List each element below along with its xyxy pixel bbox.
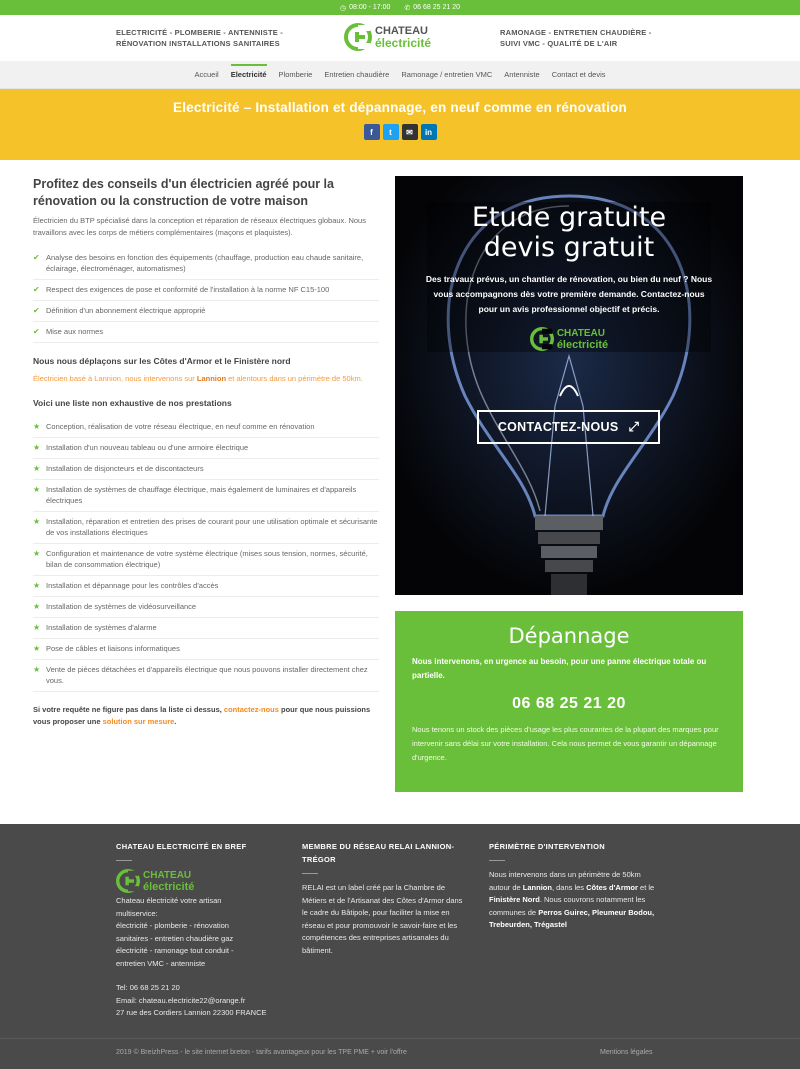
list-item [33, 618, 379, 639]
footer-relai-text: RELAI est un label créé par la Chambre de Métiers et de l'Artisanat des Côtes d'Armor dans le cadre du Bâtipole, pour faciliter la mise en réseau et pour promouvoir le savoir-faire et les compétences des entreprises artisanales du bâtiment. [302, 883, 463, 955]
footer-about-line: entretien VMC - antenniste [116, 958, 206, 968]
footer-relai [302, 840, 468, 957]
depannage-title: Dépannage [508, 624, 630, 648]
final-text-c: . [174, 717, 177, 726]
footer-email[interactable]: Email: chateau.electricite22@orange.fr [116, 995, 246, 1005]
list-item [33, 459, 379, 480]
depannage-text: Nous tenons un stock des pièces d'usage les plus courantes de la plupart des marques pour intervenir sans délai sur votre installation. Cela nous permet de vous garantir un dépannage d'urgence. [412, 725, 719, 762]
nav-electricite[interactable]: Electricité [225, 61, 273, 89]
list-item [33, 660, 379, 692]
logo-mark-icon [116, 869, 140, 893]
page-banner [0, 89, 800, 160]
twitter-icon[interactable]: t [383, 124, 399, 140]
nav-plomberie[interactable]: Plomberie [278, 70, 313, 79]
list-item [33, 438, 379, 459]
services-heading: Voici une liste non exhaustive de nos prestations [33, 398, 232, 408]
star-icon: ★ [33, 464, 41, 473]
list-item-text: Installation de disjoncteurs et de discontacteurs [46, 464, 204, 473]
list-item [33, 480, 379, 512]
check-icon: ✔ [33, 306, 40, 315]
legal-link[interactable]: Mentions légales [600, 1049, 653, 1056]
check-list [33, 248, 379, 343]
list-item [33, 248, 379, 280]
site-header [0, 15, 800, 61]
footer-about-line: sanitaires - entretien chaudière gaz [116, 933, 234, 943]
nav-ramonage[interactable]: Ramonage / entretien VMC [401, 70, 493, 79]
top-phone-text: 06 68 25 21 20 [413, 4, 460, 11]
zone-city-link[interactable]: Lannion [196, 374, 227, 383]
site-footer [0, 824, 800, 1069]
star-icon: ★ [33, 581, 41, 590]
list-item [33, 597, 379, 618]
list-item [33, 639, 379, 660]
promo-content [395, 176, 743, 351]
footer-about [116, 840, 286, 1020]
footer-logo-line2: électricité [143, 880, 195, 893]
main-content [33, 176, 379, 728]
main-heading: Profitez des conseils d'un électricien agréé pour la rénovation ou la construction de votre maison [33, 177, 334, 208]
footer-about-line: Chateau électricité votre artisan [116, 896, 222, 905]
list-item-text: Installation et dépannage pour les contrôles d'accès [46, 581, 219, 590]
depannage-phone[interactable]: 06 68 25 21 20 [512, 695, 626, 712]
header-services-left [116, 27, 283, 49]
contact-link[interactable]: contactez-nous [223, 705, 279, 714]
list-item-text: Installation d'un nouveau tableau ou d'une armoire électrique [46, 443, 249, 452]
zone-text-a: Électricien basé à Lannion, nous intervenons sur [33, 374, 197, 383]
check-icon: ✔ [33, 327, 40, 336]
depannage-box [395, 611, 743, 792]
header-services-right [500, 27, 651, 49]
star-icon: ★ [33, 443, 41, 452]
list-item [33, 417, 379, 438]
star-icon: ★ [33, 665, 41, 674]
footer-bottom [0, 1038, 800, 1069]
star-icon: ★ [33, 485, 41, 494]
email-icon[interactable]: ✉ [402, 124, 418, 140]
final-text-a: Si votre requête ne figure pas dans la liste ci dessus, [33, 705, 224, 714]
list-item-text: Configuration et maintenance de votre système électrique (mises sous tension, normes, sécurité, bilan de consommation électrique) [46, 549, 368, 569]
linkedin-icon[interactable]: in [421, 124, 437, 140]
list-item-text: Mise aux normes [46, 327, 104, 336]
list-item-text: Installation de systèmes d'alarme [46, 623, 157, 632]
list-item-text: Pose de câbles et liaisons informatiques [46, 644, 180, 653]
top-bar [0, 0, 800, 15]
contact-button-label: CONTACTEZ-NOUS [497, 420, 619, 434]
logo-line2: électricité [375, 35, 432, 50]
list-item-text: Analyse des besoins en fonction des équipements (chauffage, production eau chaude sanitaire, éclairage, électroménager, automatismes) [46, 253, 364, 273]
check-icon: ✔ [33, 253, 40, 262]
header-left-line: ELECTRICITÉ - PLOMBERIE - ANTENNISTE - [116, 28, 283, 37]
phone-icon: ✆ [404, 4, 411, 12]
star-icon: ★ [33, 644, 41, 653]
promo-title-line1: Etude gratuite [471, 202, 667, 233]
clock-icon: ◷ [340, 4, 347, 12]
star-icon: ★ [33, 549, 41, 558]
footer-perimetre [489, 840, 655, 932]
copyright[interactable]: 2019 © BreizhPress - le site internet breton - tarifs avantageux pour les TPE PME + voir l'offre [116, 1049, 407, 1056]
star-icon: ★ [33, 602, 41, 611]
page-title: Electricité – Installation et dépannage, en neuf comme en rénovation [173, 100, 627, 115]
list-item [33, 544, 379, 576]
expand-icon: ⤢ [628, 419, 640, 434]
perimetre-lannion: Lannion [522, 882, 552, 892]
zone-text-b: et alentours dans un périmètre de 50km. [226, 374, 363, 383]
footer-about-title: CHATEAU ELECTRICITÉ EN BREF [116, 842, 247, 851]
list-item-text: Vente de pièces détachées et d'appareils électrique que nous pouvons installer directement chez vous. [46, 665, 368, 685]
footer-perimetre-text [489, 869, 655, 932]
hours [340, 4, 390, 12]
promo-box [395, 176, 743, 595]
footer-divider [116, 860, 132, 861]
list-item-text: Installation, réparation et entretien des prises de courant pour une utilisation optimale et sécurisante de vos installations électriques [46, 517, 378, 537]
list-item [33, 301, 379, 322]
footer-about-line: multiservice: [116, 908, 158, 918]
list-item [33, 322, 379, 343]
share-buttons [0, 124, 800, 140]
zone-text [33, 373, 379, 385]
perimetre-cotes: Côtes d'Armor [586, 882, 638, 892]
perimetre-communes: Perros Guirec, Pleumeur Bodou, Trebeurden, Trégastel [489, 907, 655, 929]
header-right-line: SUIVI VMC - QUALITÉ DE L'AIR [500, 39, 618, 48]
star-icon: ★ [33, 623, 41, 632]
nav-entretien-chaudiere[interactable]: Entretien chaudière [324, 70, 390, 79]
nav-antenniste[interactable]: Antenniste [504, 70, 540, 79]
top-phone[interactable] [404, 4, 460, 12]
depannage-lead: Nous intervenons, en urgence au besoin, pour une panne électrique totale ou partielle. [412, 657, 707, 680]
promo-title [395, 203, 743, 263]
star-icon: ★ [33, 517, 41, 526]
list-item [33, 280, 379, 301]
zone-heading: Nous nous déplaçons sur les Côtes d'Armor et le Finistère nord [33, 356, 291, 366]
star-icon: ★ [33, 422, 41, 431]
promo-logo-line2: électricité [556, 338, 609, 351]
promo-logo [395, 327, 743, 351]
list-item-text: Installation de systèmes de vidéosurveillance [46, 602, 197, 611]
list-item-text: Définition d'un abonnement électrique approprié [46, 306, 206, 315]
contact-button[interactable] [477, 410, 660, 444]
nav-contact[interactable]: Contact et devis [551, 70, 606, 79]
footer-relai-title: MEMBRE DU RÉSEAU RELAI LANNION-TRÉGOR [302, 842, 455, 864]
footer-divider [489, 860, 505, 861]
facebook-icon[interactable]: f [364, 124, 380, 140]
intro-text: Électricien du BTP spécialisé dans la conception et réparation de réseaux électriques globaux. Nous travaillons avec les corps de métiers complémentaires (maçons et plaquistes). [33, 216, 366, 237]
footer-perimetre-title: PÉRIMÈTRE D'INTERVENTION [489, 842, 605, 851]
list-item-text: Installation de systèmes de chauffage électrique, mais également de luminaires et d'appareils électriques [46, 485, 357, 505]
perimetre-text-3: et le [637, 882, 655, 892]
header-right-line: RAMONAGE - ENTRETIEN CHAUDIÈRE - [500, 28, 652, 37]
perimetre-text-1: Nous intervenons dans un périmètre de 50km autour de [489, 870, 641, 892]
footer-tel[interactable]: Tel: 06 68 25 21 20 [116, 983, 180, 992]
logo-mark-icon [530, 327, 554, 351]
perimetre-text-4: . Nous couvrons notamment les communes de [489, 895, 646, 917]
promo-title-line2: devis gratuit [483, 232, 655, 263]
solution-link[interactable]: solution sur mesure [102, 717, 175, 726]
site-logo[interactable] [344, 23, 431, 51]
final-note [33, 704, 379, 728]
footer-address: 27 rue des Cordiers Lannion 22300 FRANCE [116, 1008, 267, 1017]
list-item-text: Respect des exigences de pose et conformité de l'installation à la norme NF C15-100 [46, 285, 330, 294]
footer-divider [302, 873, 318, 874]
list-item [33, 512, 379, 544]
perimetre-text-2: , dans les [551, 882, 587, 892]
list-item-text: Conception, réalisation de votre réseau électrique, en neuf comme en rénovation [46, 422, 315, 431]
promo-logo-line1: CHATEAU [556, 327, 605, 339]
logo-mark-icon [344, 23, 372, 51]
promo-text: Des travaux prévus, un chantier de rénovation, ou bien du neuf ? Nous vous accompagnons dès votre première demande. Contactez-nous pour un avis professionnel objectif et précis. [425, 274, 713, 314]
header-left-line: RÉNOVATION INSTALLATIONS SANITAIRES [116, 39, 280, 48]
nav-accueil[interactable]: Accueil [194, 70, 219, 79]
services-list [33, 417, 379, 692]
perimetre-finistere: Finistère Nord [489, 895, 540, 904]
logo-line1: CHATEAU [375, 24, 428, 37]
hours-text: 08:00 - 17:00 [349, 4, 391, 11]
footer-logo [116, 869, 286, 893]
footer-about-line: électricité - plomberie - rénovation [116, 921, 229, 930]
final-text-b: pour que nous puissions vous proposer une [33, 705, 371, 726]
list-item [33, 576, 379, 597]
check-icon: ✔ [33, 285, 40, 294]
footer-logo-line1: CHATEAU [143, 869, 192, 881]
footer-about-line: électricité - ramonage tout conduit - [116, 946, 234, 955]
main-nav [0, 61, 800, 89]
